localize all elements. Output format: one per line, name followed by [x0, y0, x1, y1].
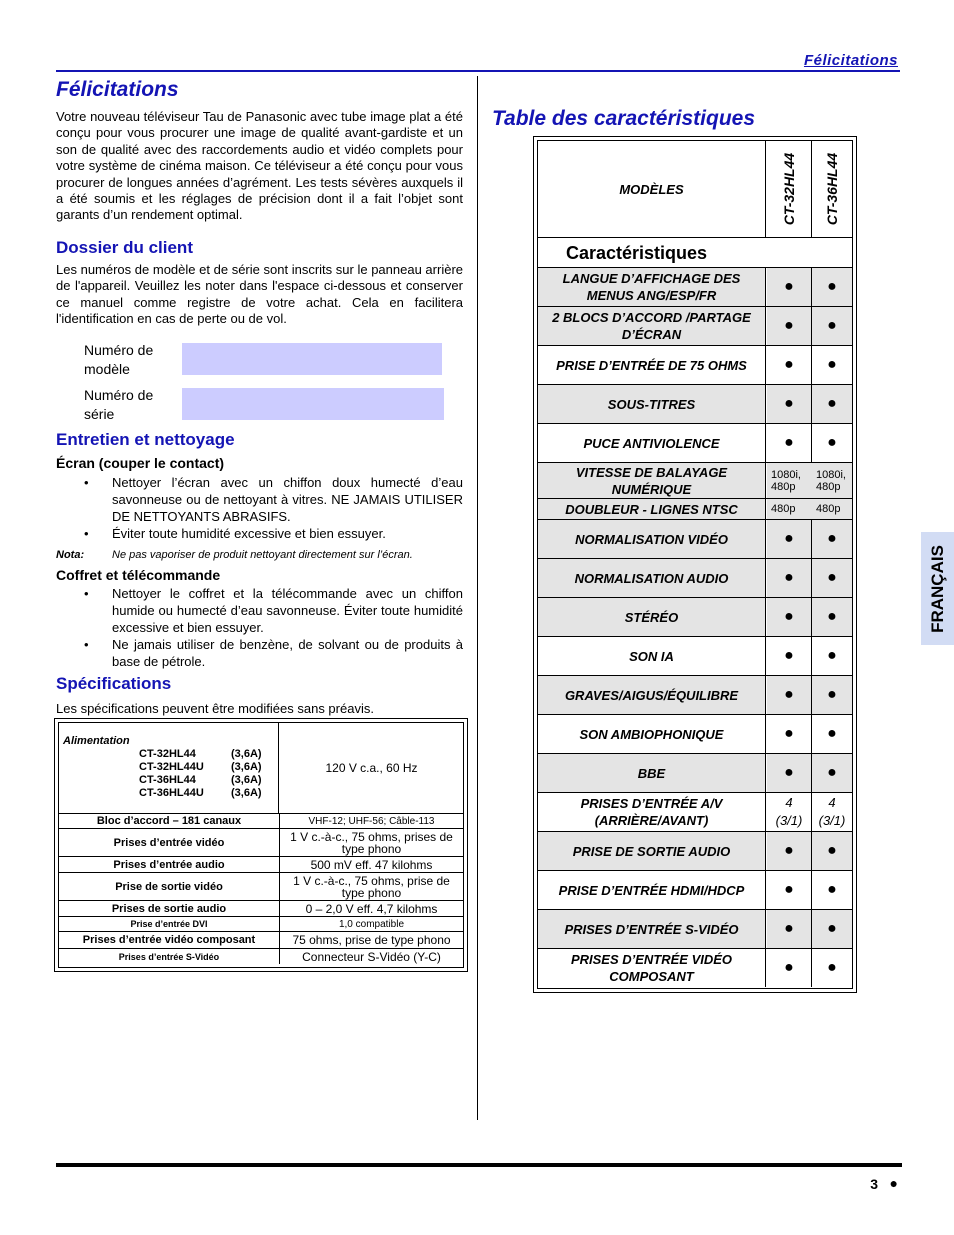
bullet-mark: • — [84, 475, 89, 490]
feature-value-ct32: ● — [767, 385, 812, 423]
column-divider — [477, 76, 478, 1120]
feature-value-ct36: ● — [812, 832, 852, 870]
spec-value: Connecteur S-Vidéo (Y-C) — [302, 949, 441, 964]
feature-row — [538, 307, 852, 346]
spec-power-value: 120 V c.a., 60 Hz — [325, 761, 418, 775]
feature-row — [538, 463, 852, 499]
spec-row — [59, 949, 463, 964]
spec-power-model — [139, 761, 278, 774]
feature-label: DOUBLEUR - LIGNES NTSC — [538, 499, 766, 519]
spec-model-amps: (3,6A) — [231, 748, 262, 760]
bullet-mark: • — [84, 586, 89, 601]
note-text: Ne pas vaporiser de produit nettoyant directement sur l’écran. — [112, 549, 413, 561]
feature-label: BBE — [538, 754, 766, 792]
model-1-label: CT-32HL44 — [781, 152, 798, 226]
footer-rule — [56, 1163, 902, 1167]
page-bullet-icon: ● — [889, 1175, 898, 1191]
note-label: Nota: — [56, 549, 85, 561]
serial-number-field[interactable] — [182, 388, 444, 420]
feature-row — [538, 949, 852, 987]
spec-label: Prises d’entrée vidéo — [59, 829, 280, 856]
feature-value-ct36: ● — [827, 959, 837, 976]
spec-label: Prises d’entrée S-Vidéo — [59, 949, 280, 964]
feature-value-count: 4 — [828, 795, 836, 810]
feature-value-ct32: ● — [767, 637, 812, 675]
page-number: 3 — [870, 1176, 878, 1192]
feature-value-ct32: ● — [767, 307, 812, 345]
feature-value-ct36: ● — [812, 268, 852, 306]
feature-value-ct36: ● — [827, 647, 837, 664]
screen-bullet-1 — [56, 474, 463, 525]
feature-value-ct36: ● — [812, 754, 852, 792]
feature-row — [538, 385, 852, 424]
spec-value: VHF-12; UHF-56; Câble-113 — [308, 815, 435, 827]
spec-value: 500 mV eff. 47 kilohms — [310, 857, 433, 872]
note — [56, 549, 413, 561]
char-table — [533, 136, 857, 993]
feature-label: VITESSE DE BALAYAGE NUMÉRIQUE — [538, 463, 766, 498]
feature-row — [538, 637, 852, 676]
feature-value-ct32: ● — [767, 676, 812, 714]
feature-label: PRISES D’ENTRÉE S-VIDÉO — [538, 910, 766, 948]
spec-model-name: CT-36HL44 — [139, 774, 196, 786]
section-label: Caractéristiques — [566, 243, 708, 263]
feature-value-ct32: ● — [767, 715, 812, 753]
feature-value-ct32: ● — [767, 910, 812, 948]
spec-label: Prises d’entrée vidéo composant — [59, 932, 280, 948]
spec-heading: Spécifications — [56, 674, 172, 693]
screen-bullets — [56, 474, 463, 542]
spec-row — [59, 932, 463, 949]
models-label: MODÈLES — [538, 141, 766, 237]
spec-label: Bloc d’accord – 181 canaux — [59, 814, 280, 828]
feature-value-count: 4 — [785, 795, 793, 810]
spec-table — [54, 718, 468, 972]
feature-value-split: (3/1) — [818, 813, 846, 828]
spec-power-label: Alimentation — [63, 735, 130, 747]
cabinet-subheading: Coffret et télécommande — [56, 567, 221, 583]
care-heading: Entretien et nettoyage — [56, 430, 235, 449]
feature-label: PRISES D’ENTRÉE A/V (ARRIÈRE/AVANT) — [538, 793, 766, 831]
feature-value-ct32: ● — [767, 949, 812, 987]
feature-value-ct32: 480p — [767, 499, 816, 519]
spec-value: 0 – 2,0 V eff. 4,7 kilohms — [305, 901, 438, 916]
char-header-row — [538, 141, 852, 238]
spec-model-name: CT-32HL44U — [139, 761, 204, 773]
feature-label: GRAVES/AIGUS/ÉQUILIBRE — [538, 676, 766, 714]
spec-value: 1 V c.-à-c., 75 ohms, prise de type phono — [293, 873, 450, 900]
feature-row — [538, 520, 852, 559]
spec-value: 75 ohms, prise de type phono — [292, 933, 451, 947]
intro-paragraph: Votre nouveau téléviseur Tau de Panasonic avec tube image plat a été conçu pour vous procurer une image de qualité avant-gardiste et un son de qualité avec des raccordements audio et vidéo complets pour votre système de cinéma maison. Ce téléviseur a été conçu pour vous procurer de longues années d’agrément. Les tests sévères auxquels il a été soumis et les réglages de précision dont il a fait l’objet sont garants d’un rendement optimal. — [56, 109, 463, 223]
spec-row-power — [59, 723, 463, 814]
feature-label: PRISE DE SORTIE AUDIO — [538, 832, 766, 870]
screen-bullet-2 — [56, 525, 463, 542]
feature-value-ct32 — [767, 793, 812, 831]
feature-value-ct36 — [812, 793, 852, 831]
feature-value-ct36: ● — [827, 356, 837, 373]
feature-value-ct36: ● — [812, 385, 852, 423]
feature-row — [538, 499, 852, 520]
feature-value-split: (3/1) — [775, 813, 803, 828]
feature-row — [538, 871, 852, 910]
spec-value: 1,0 compatible — [338, 918, 405, 930]
feature-label: PUCE ANTIVIOLENCE — [538, 424, 766, 462]
feature-value-ct36: ● — [812, 598, 852, 636]
feature-row — [538, 598, 852, 637]
spec-power-model — [139, 748, 278, 761]
spec-row — [59, 829, 463, 857]
feature-row — [538, 715, 852, 754]
header-rule — [56, 70, 900, 72]
char-table-title: Table des caractéristiques — [492, 107, 756, 130]
serial-label — [84, 386, 153, 424]
feature-value-ct36: 1080i, 480p — [812, 463, 852, 498]
feature-value-ct36: ● — [812, 520, 852, 558]
feature-label: STÉRÉO — [538, 598, 766, 636]
spec-label: Prise de sortie vidéo — [59, 873, 280, 900]
model-1-cell — [767, 141, 812, 237]
feature-value-ct32: ● — [767, 754, 812, 792]
serial-label-line2: série — [84, 406, 115, 422]
feature-value-ct36: ● — [812, 559, 852, 597]
feature-label: NORMALISATION VIDÉO — [538, 520, 766, 558]
spec-note: Les spécifications peuvent être modifiées sans préavis. — [56, 701, 374, 716]
feature-row — [538, 346, 852, 385]
feature-label: PRISE D’ENTRÉE HDMI/HDCP — [538, 871, 766, 909]
feature-label: 2 BLOCS D’ACCORD /PARTAGE D’ÉCRAN — [538, 307, 766, 345]
running-head: Félicitations — [803, 52, 898, 69]
spec-row — [59, 917, 463, 932]
cabinet-bullets — [56, 585, 463, 670]
spec-row — [59, 814, 463, 829]
model-number-field[interactable] — [182, 343, 442, 375]
feature-label: SOUS-TITRES — [538, 385, 766, 423]
feature-value-ct36: ● — [827, 725, 837, 742]
feature-row — [538, 268, 852, 307]
feature-label: SON IA — [538, 637, 766, 675]
feature-value-ct32: ● — [767, 424, 812, 462]
feature-row — [538, 676, 852, 715]
feature-value-ct32: 1080i, 480p — [767, 463, 816, 498]
feature-label: LANGUE D’AFFICHAGE DES MENUS ANG/ESP/FR — [538, 268, 766, 306]
feature-row — [538, 559, 852, 598]
page-title: Félicitations — [56, 78, 179, 101]
model-2-cell — [812, 141, 852, 237]
feature-row — [538, 754, 852, 793]
spec-power-model — [139, 774, 278, 787]
char-section-row — [538, 238, 852, 268]
bullet-mark: • — [84, 637, 89, 652]
client-paragraph: Les numéros de modèle et de série sont inscrits sur le panneau arrière de l'appareil. Veuillez les noter dans l'espace ci-dessous et conserver ce manuel comme registre de votre achat. Cela en facilitera l'identification en cas de perte ou de vol. — [56, 262, 463, 327]
feature-value-ct32: ● — [767, 832, 812, 870]
spec-model-amps: (3,6A) — [231, 774, 262, 786]
feature-value-ct36: ● — [827, 434, 837, 451]
feature-row — [538, 832, 852, 871]
feature-value-ct36: 480p — [812, 499, 852, 519]
feature-value-ct36: ● — [812, 307, 852, 345]
feature-value-ct36: ● — [812, 676, 852, 714]
screen-subheading: Écran (couper le contact) — [56, 455, 225, 471]
spec-row — [59, 901, 463, 917]
cabinet-bullet-2 — [56, 636, 463, 670]
feature-value-ct32: ● — [767, 871, 812, 909]
feature-label: PRISES D’ENTRÉE VIDÉO COMPOSANT — [538, 949, 766, 987]
spec-model-name: CT-32HL44 — [139, 748, 196, 760]
spec-model-name: CT-36HL44U — [139, 787, 204, 799]
cabinet-bullet-1 — [56, 585, 463, 636]
spec-label: Prises d’entrée audio — [59, 857, 280, 872]
feature-value-ct32: ● — [767, 520, 812, 558]
model-label-line2: modèle — [84, 361, 130, 377]
spec-model-amps: (3,6A) — [231, 761, 262, 773]
feature-label: PRISE D’ENTRÉE DE 75 OHMS — [538, 346, 766, 384]
cabinet-bullet-1-text: Nettoyer le coffret et la télécommande avec un chiffon humide ou humecté d’eau savonneuse. Éviter toute humidité excessive et bien essuyer. — [112, 586, 463, 635]
feature-value-ct32: ● — [767, 559, 812, 597]
feature-label: NORMALISATION AUDIO — [538, 559, 766, 597]
spec-row — [59, 857, 463, 873]
spec-model-amps: (3,6A) — [231, 787, 262, 799]
feature-value-ct32: ● — [767, 268, 812, 306]
feature-row — [538, 793, 852, 832]
feature-value-ct36: ● — [827, 881, 837, 898]
language-tab — [921, 532, 954, 645]
feature-value-ct36: ● — [812, 910, 852, 948]
feature-value-ct32: ● — [767, 346, 812, 384]
spec-row — [59, 873, 463, 901]
feature-label: SON AMBIOPHONIQUE — [538, 715, 766, 753]
spec-power-model — [139, 787, 278, 800]
spec-label: Prise d’entrée DVI — [59, 917, 280, 931]
bullet-mark: • — [84, 526, 89, 541]
spec-power-label-cell — [59, 723, 279, 813]
feature-value-ct32: ● — [767, 598, 812, 636]
client-heading: Dossier du client — [56, 238, 193, 257]
screen-bullet-1-text: Nettoyer l’écran avec un chiffon doux humecté d’eau savonneuse ou de nettoyant à vitres. NE JAMAIS UTILISER DE NETTOYANTS ABRASIFS. — [112, 475, 463, 524]
screen-bullet-2-text: Éviter toute humidité excessive et bien essuyer. — [112, 526, 386, 541]
model-2-label: CT-36HL44 — [824, 152, 841, 226]
feature-row — [538, 910, 852, 949]
model-label-line1: Numéro de — [84, 342, 154, 358]
cabinet-bullet-2-text: Ne jamais utiliser de benzène, de solvant ou de produits à base de pétrole. — [112, 637, 463, 669]
serial-label-line1: Numéro de — [84, 387, 154, 403]
feature-row — [538, 424, 852, 463]
spec-power-models — [63, 748, 278, 800]
model-label — [84, 341, 153, 379]
spec-label: Prises de sortie audio — [59, 901, 280, 916]
language-tab-label: FRANÇAIS — [927, 544, 947, 633]
spec-value: 1 V c.-à-c., 75 ohms, prises de type phono — [290, 829, 453, 856]
